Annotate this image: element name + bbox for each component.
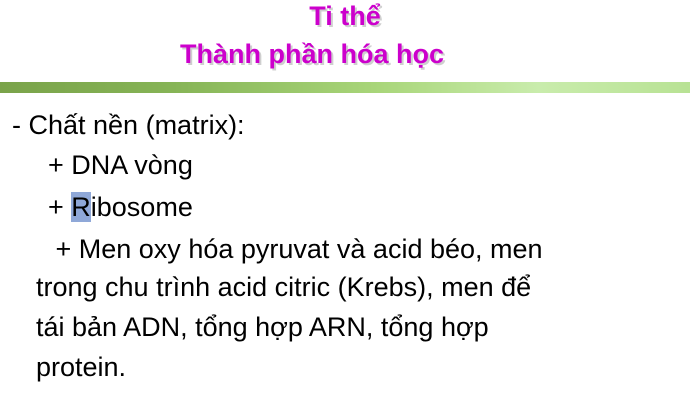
slide-title: Ti thể	[309, 1, 381, 31]
list-item-enzymes-line4: protein.	[36, 352, 127, 382]
slide-subtitle: Thành phần hóa học	[180, 39, 444, 69]
text-selection-highlight[interactable]: R	[71, 192, 91, 222]
list-item-enzymes-line1: + Men oxy hóa pyruvat và acid béo, men	[48, 234, 543, 264]
list-item-enzymes-line3: tái bản ADN, tổng hợp ARN, tổng hợp	[36, 312, 489, 342]
list-item-dna: + DNA vòng	[48, 150, 193, 180]
list-item-enzymes-line2: trong chu trình acid citric (Krebs), men để	[36, 272, 532, 302]
list-item-ribosome-rest: ibosome	[90, 192, 193, 222]
list-item-ribosome-prefix: +	[48, 192, 72, 222]
matrix-heading: - Chất nền (matrix):	[12, 110, 245, 140]
list-item-ribosome	[48, 190, 193, 224]
title-divider	[0, 82, 690, 93]
